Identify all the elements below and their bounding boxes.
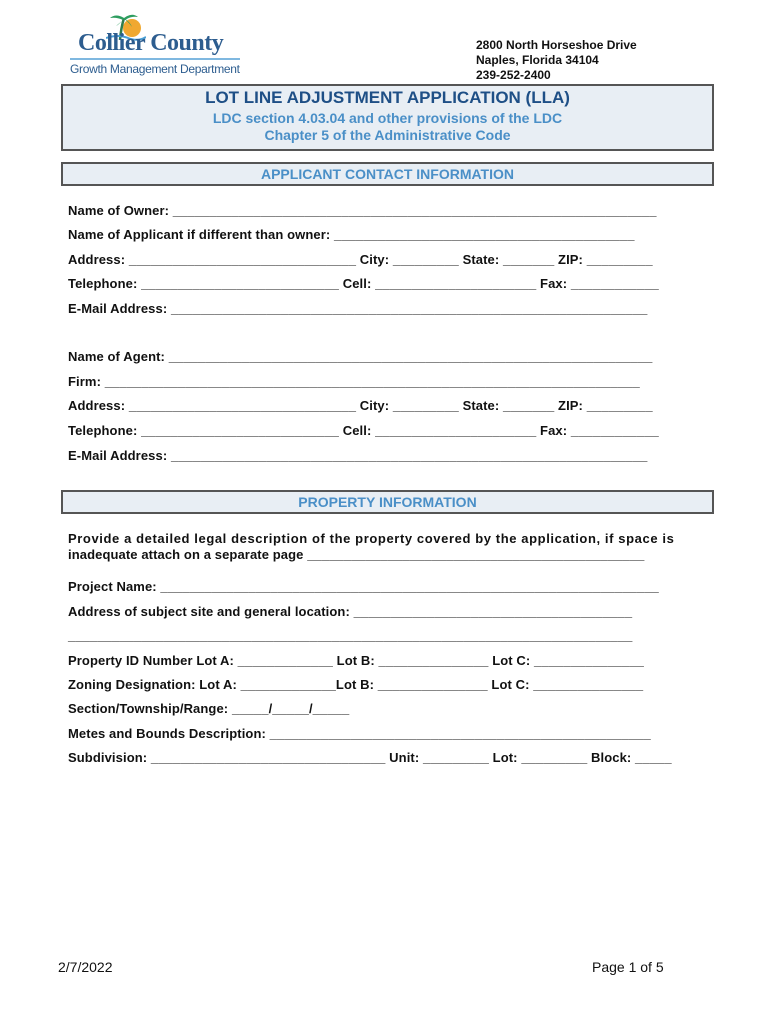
logo-rule: [70, 58, 240, 60]
legal-description-text: Provide a detailed legal description of the property covered by the application, if space is: [68, 531, 675, 546]
page-subtitle-1: LDC section 4.03.04 and other provisions of the LDC: [212, 110, 563, 126]
project-name-field[interactable]: Project Name: ____________________________________________________________________: [68, 579, 659, 594]
applicant-section-header: [61, 162, 714, 186]
agent-address-field[interactable]: Address: _______________________________ City: _________ State: _______ ZIP: _________: [68, 398, 653, 413]
owner-address-field[interactable]: Address: _______________________________ City: _________ State: _______ ZIP: _________: [68, 252, 653, 267]
agent-firm-field[interactable]: Firm: _________________________________________________________________________: [68, 374, 640, 389]
page-subtitle-2: Chapter 5 of the Administrative Code: [264, 127, 511, 143]
site-address-field[interactable]: Address of subject site and general location: ______________________________________: [68, 604, 633, 619]
applicant-section-title: APPLICANT CONTACT INFORMATION: [260, 166, 514, 182]
logo-name: Collier County: [78, 30, 224, 56]
agent-telephone-field[interactable]: Telephone: ___________________________ Cell: ______________________ Fax: ____________: [68, 423, 659, 438]
property-id-field[interactable]: Property ID Number Lot A: _____________ Lot B: _______________ Lot C: _______________: [68, 653, 644, 668]
county-logo: [68, 12, 243, 78]
applicant-name-field[interactable]: Name of Applicant if different than owner: _________________________________________: [68, 227, 635, 242]
agent-name-field[interactable]: Name of Agent: __________________________________________________________________: [68, 349, 653, 364]
owner-telephone-field[interactable]: Telephone: ___________________________ Cell: ______________________ Fax: ____________: [68, 276, 659, 291]
property-section-header: [61, 490, 714, 514]
site-address-continued-field[interactable]: _____________________________________________________________________________: [68, 628, 633, 643]
agent-email-field[interactable]: E-Mail Address: _________________________________________________________________: [68, 448, 648, 463]
office-address: [476, 38, 637, 83]
address-phone: 239-252-2400: [476, 68, 551, 82]
legal-description-field[interactable]: inadequate attach on a separate page ______________________________________________: [68, 547, 645, 562]
footer-date: 2/7/2022: [58, 959, 113, 975]
logo-department: Growth Management Department: [70, 62, 240, 76]
zoning-designation-field[interactable]: Zoning Designation: Lot A: _____________Lot B: _______________ Lot C: _______________: [68, 677, 644, 692]
owner-name-field[interactable]: Name of Owner: __________________________________________________________________: [68, 203, 657, 218]
address-street: 2800 North Horseshoe Drive: [476, 38, 637, 52]
subdivision-field[interactable]: Subdivision: ________________________________ Unit: _________ Lot: _________ Block: _____: [68, 750, 672, 765]
property-section-title: PROPERTY INFORMATION: [298, 494, 477, 510]
footer-page-number: Page 1 of 5: [592, 959, 664, 975]
page-title: LOT LINE ADJUSTMENT APPLICATION (LLA): [205, 88, 570, 107]
address-city: Naples, Florida 34104: [476, 53, 599, 67]
metes-bounds-field[interactable]: Metes and Bounds Description: ____________________________________________________: [68, 726, 651, 741]
title-box: [61, 84, 714, 151]
section-township-range-field[interactable]: Section/Township/Range: _____/_____/_____: [68, 701, 350, 716]
owner-email-field[interactable]: E-Mail Address: _________________________________________________________________: [68, 301, 648, 316]
